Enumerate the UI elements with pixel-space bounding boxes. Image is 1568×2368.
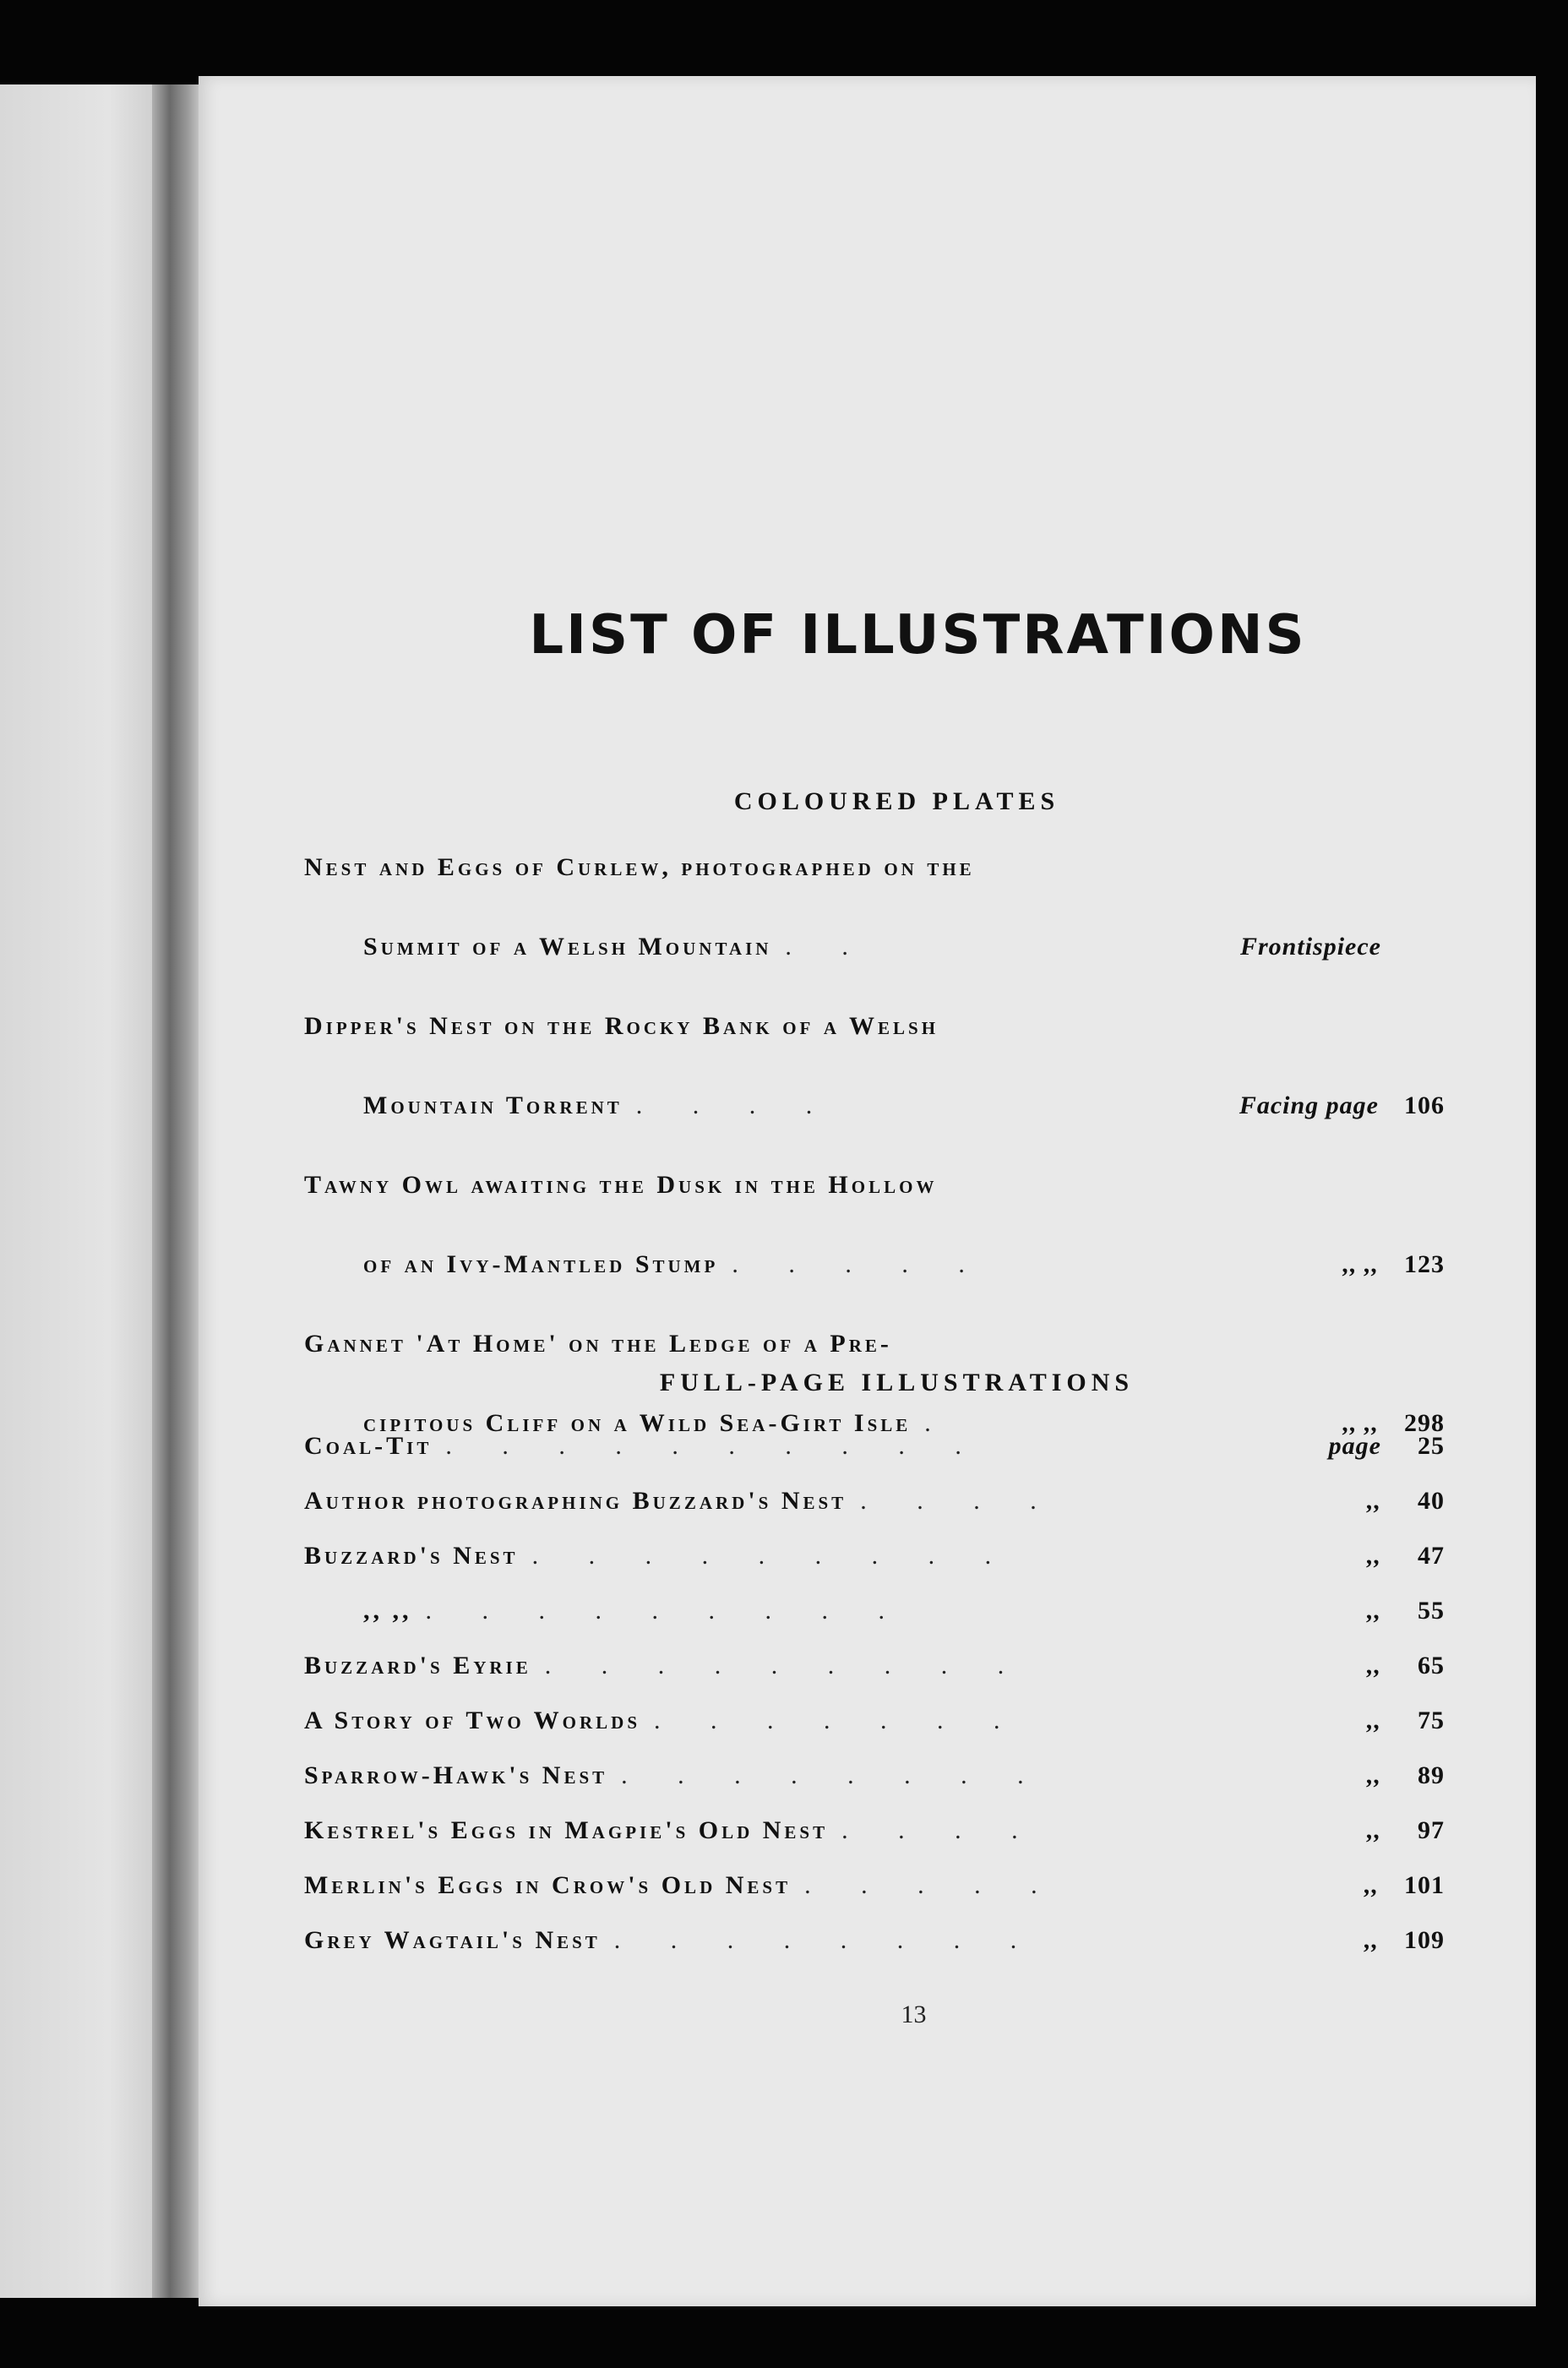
leader-dots: . . . . . . . . (613, 1926, 1039, 1954)
entry-title: Buzzard's Eyrie (304, 1652, 531, 1679)
leader-dots: . . . . (841, 1816, 1040, 1844)
illustration-entry-line (304, 1432, 1445, 1466)
leader-dots: . . . . . . . . . (425, 1597, 906, 1625)
entry-title: A Story of Two Worlds (304, 1707, 641, 1734)
page-number-ref: 101 (1404, 1871, 1445, 1899)
coloured-plates-heading: COLOURED PLATES (733, 787, 1060, 815)
illustration-entry-line (304, 1487, 1445, 1521)
entry-title: Dipper's Nest on the Rocky Bank of a Welsh (304, 1012, 939, 1040)
page-number: 13 (901, 2001, 927, 2028)
entry-title: Summit of a Welsh Mountain (363, 933, 772, 961)
page-reference: ,, (1367, 1707, 1381, 1734)
plate-entry-line (363, 1250, 1445, 1284)
page-reference: ,, ,, (1342, 1409, 1379, 1437)
illustration-entry-line (363, 1597, 1445, 1630)
illustration-entry-line (304, 1542, 1445, 1576)
page-number-ref: 89 (1418, 1761, 1445, 1789)
page-number-ref: 97 (1418, 1816, 1445, 1844)
plate-entry-line (304, 1330, 1445, 1364)
page-number-ref: 65 (1418, 1652, 1445, 1679)
page-number-ref: 55 (1418, 1597, 1445, 1625)
plate-entry-line (363, 933, 1445, 966)
page-reference: ,, (1367, 1487, 1381, 1515)
page-reference: Frontispiece (1240, 933, 1381, 961)
page-reference: ,, (1367, 1816, 1381, 1844)
entry-title: Author photographing Buzzard's Nest (304, 1487, 847, 1515)
illustration-entry-line (304, 1816, 1445, 1850)
page-number-ref: 298 (1404, 1409, 1445, 1437)
entry-title: Mountain Torrent (363, 1091, 623, 1119)
leader-dots: . . . . . (804, 1871, 1059, 1899)
page-reference: ,, (1367, 1597, 1381, 1625)
entry-title: Grey Wagtail's Nest (304, 1926, 601, 1954)
book-gutter (152, 84, 203, 2298)
page-number-ref: 109 (1404, 1926, 1445, 1954)
entry-title: ,, ,, (363, 1597, 412, 1625)
page-reference: Facing page (1239, 1091, 1379, 1119)
entry-title: of an Ivy-Mantled Stump (363, 1250, 719, 1278)
illustrations-list (199, 76, 1536, 2306)
page-reference: page (1328, 1432, 1381, 1460)
leader-dots: . . . . . . . . . (531, 1542, 1014, 1570)
page-number-ref: 47 (1418, 1542, 1445, 1570)
illustration-entry-line (304, 1871, 1445, 1905)
page-number-ref: 123 (1404, 1250, 1445, 1278)
entry-title: Nest and Eggs of Curlew, photographed on the (304, 853, 975, 881)
entry-title: Gannet 'At Home' on the Ledge of a Pre- (304, 1330, 892, 1358)
page-reference: ,, (1367, 1761, 1381, 1789)
leader-dots: . . . . . . . . (621, 1761, 1046, 1789)
page-title: LIST OF ILLUSTRATIONS (529, 604, 1307, 667)
page-number-ref: 75 (1418, 1707, 1445, 1734)
leader-dots: . . . . (635, 1091, 835, 1119)
leader-dots: . . (785, 933, 870, 961)
page-number-ref: 25 (1418, 1432, 1445, 1460)
entry-title: Tawny Owl awaiting the Dusk in the Hollow (304, 1171, 938, 1199)
leader-dots: . . . . . (732, 1250, 987, 1278)
leader-dots: . . . . . . . . . (544, 1652, 1026, 1679)
page-reference: ,, (1364, 1871, 1379, 1899)
page-reference: ,, (1367, 1542, 1381, 1570)
entry-title: Buzzard's Nest (304, 1542, 519, 1570)
entry-title: Kestrel's Eggs in Magpie's Old Nest (304, 1816, 829, 1844)
entry-title: Merlin's Eggs in Crow's Old Nest (304, 1871, 792, 1899)
illustration-entry-line (304, 1761, 1445, 1795)
leader-dots: . . . . (860, 1487, 1059, 1515)
page-reference: ,, ,, (1342, 1250, 1379, 1278)
page-number-ref: 40 (1418, 1487, 1445, 1515)
entry-title: cipitous Cliff on a Wild Sea-Girt Isle (363, 1409, 912, 1437)
plate-entry-line (363, 1091, 1445, 1125)
entry-title: Coal-Tit (304, 1432, 433, 1460)
page-sheet (199, 76, 1536, 2306)
page-number-ref: 106 (1404, 1091, 1445, 1119)
page-reference: ,, (1367, 1652, 1381, 1679)
leader-dots: . . . . . . . . . . (445, 1432, 983, 1460)
illustration-entry-line (304, 1707, 1445, 1740)
entry-title: Sparrow-Hawk's Nest (304, 1761, 608, 1789)
illustration-entry-line (304, 1926, 1445, 1960)
illustration-entry-line (304, 1652, 1445, 1685)
page-reference: ,, (1364, 1926, 1379, 1954)
leader-dots: . (924, 1409, 953, 1437)
leader-dots: . . . . . . . (654, 1707, 1022, 1734)
full-page-illustrations-heading: FULL-PAGE ILLUSTRATIONS (659, 1369, 1135, 1396)
plate-entry-line (304, 853, 1445, 887)
plate-entry-line (304, 1012, 1445, 1046)
plate-entry-line (304, 1171, 1445, 1205)
